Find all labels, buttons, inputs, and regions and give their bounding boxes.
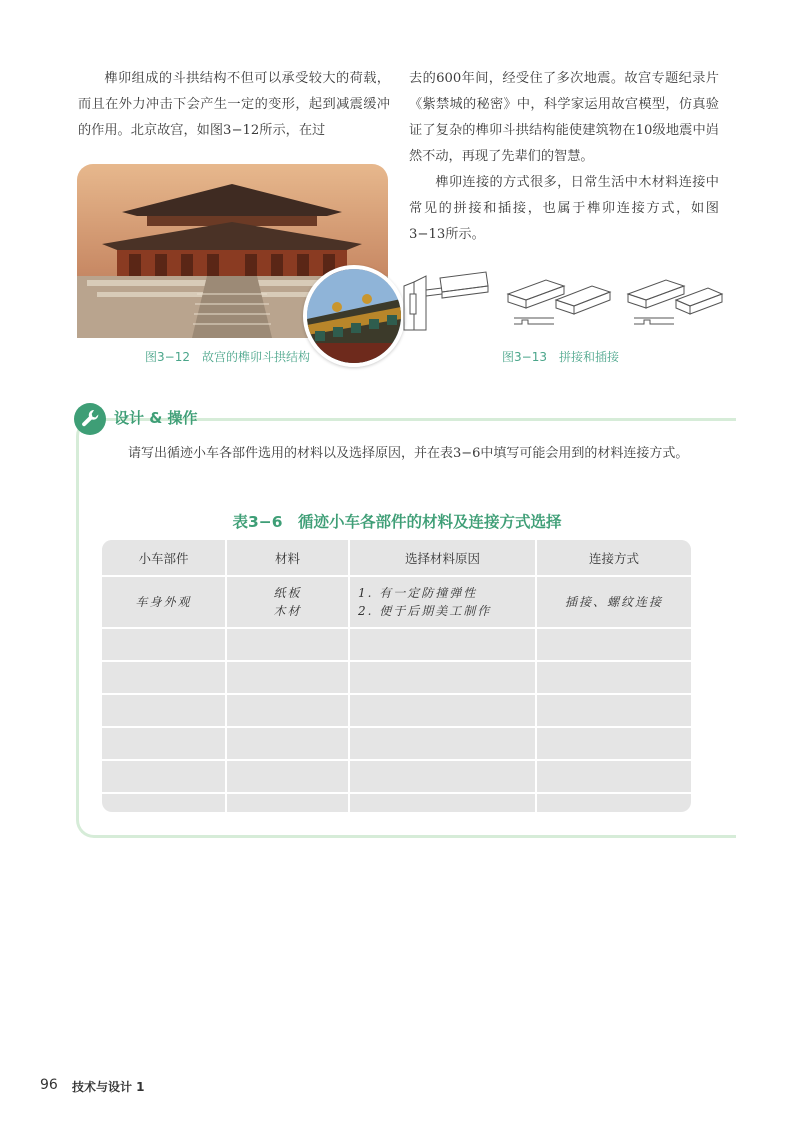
- reason-line: 1. 有一定防撞弹性: [358, 586, 478, 600]
- empty-cell[interactable]: [536, 694, 691, 727]
- empty-cell[interactable]: [102, 727, 226, 760]
- dougong-inset-photo: [303, 265, 405, 367]
- cell-method: 插接、螺纹连接: [536, 576, 691, 628]
- empty-cell[interactable]: [536, 727, 691, 760]
- empty-cell[interactable]: [349, 793, 536, 812]
- empty-cell[interactable]: [226, 793, 349, 812]
- cell-reason: [349, 576, 536, 628]
- table-row: [102, 661, 691, 694]
- materials-table: [102, 540, 691, 812]
- left-column: [78, 66, 390, 144]
- table-row: [102, 694, 691, 727]
- empty-cell[interactable]: [226, 727, 349, 760]
- butt-joint-diagram: [504, 272, 612, 330]
- right-paragraph-continued: 去的600年间，经受住了多次地震。故宫专题纪录片《紫禁城的秘密》中，科学家运用故宫模型，仿真验证了复杂的榫卯斗拱结构能使建筑物在10级地震中岿然不动，再现了先辈们的智慧。: [409, 71, 719, 164]
- table-title: 表3−6 循迹小车各部件的材料及连接方式选择: [232, 513, 562, 531]
- empty-cell[interactable]: [102, 760, 226, 793]
- section-instruction: 请写出循迹小车各部件选用的材料以及选择原因，并在表3−6中填写可能会用到的材料连接方式。: [128, 446, 689, 461]
- right-paragraph-joints: 榫卯连接的方式很多，日常生活中木材料连接中常见的拼接和插接，也属于榫卯连接方式，如图3−13所示。: [409, 175, 719, 242]
- empty-cell[interactable]: [536, 628, 691, 661]
- section-title-rule: [216, 418, 708, 421]
- page-number: 96: [40, 1077, 58, 1093]
- empty-cell[interactable]: [226, 628, 349, 661]
- reason-line: 2. 便于后期美工制作: [358, 604, 492, 618]
- header-material: 材料: [226, 540, 349, 576]
- figure-3-12-caption: 图3−12 故宫的榫卯斗拱结构: [145, 350, 310, 364]
- empty-cell[interactable]: [536, 793, 691, 812]
- left-paragraph: 榫卯组成的斗拱结构不但可以承受较大的荷载，而且在外力冲击下会产生一定的变形，起到减震缓冲的作用。北京故宫，如图3−12所示，在过: [78, 71, 390, 138]
- empty-cell[interactable]: [102, 694, 226, 727]
- cell-material: [226, 576, 349, 628]
- empty-cell[interactable]: [102, 793, 226, 812]
- cell-part: 车身外观: [102, 576, 226, 628]
- empty-cell[interactable]: [226, 694, 349, 727]
- wrench-icon: [74, 403, 106, 435]
- empty-cell[interactable]: [226, 661, 349, 694]
- table-row: [102, 576, 691, 628]
- material-line: 木材: [273, 604, 302, 618]
- empty-cell[interactable]: [349, 694, 536, 727]
- empty-cell[interactable]: [349, 661, 536, 694]
- empty-cell[interactable]: [536, 760, 691, 793]
- tongue-groove-joint-diagram: [624, 272, 724, 330]
- empty-cell[interactable]: [349, 760, 536, 793]
- figure-3-13-caption: 图3−13 拼接和插接: [502, 350, 619, 364]
- header-part: 小车部件: [102, 540, 226, 576]
- right-column: [409, 66, 719, 248]
- table-row: [102, 628, 691, 661]
- mortise-joint-diagram: [402, 270, 492, 332]
- section-title: 设计 & 操作: [114, 409, 198, 427]
- empty-cell[interactable]: [102, 628, 226, 661]
- book-title: 技术与设计 1: [72, 1080, 145, 1094]
- table-row: [102, 727, 691, 760]
- table-row: [102, 793, 691, 812]
- header-reason: 选择材料原因: [349, 540, 536, 576]
- empty-cell[interactable]: [349, 628, 536, 661]
- header-method: 连接方式: [536, 540, 691, 576]
- empty-cell[interactable]: [226, 760, 349, 793]
- table-row: [102, 760, 691, 793]
- empty-cell[interactable]: [349, 727, 536, 760]
- table-header-row: [102, 540, 691, 576]
- empty-cell[interactable]: [102, 661, 226, 694]
- material-line: 纸板: [273, 586, 302, 600]
- empty-cell[interactable]: [536, 661, 691, 694]
